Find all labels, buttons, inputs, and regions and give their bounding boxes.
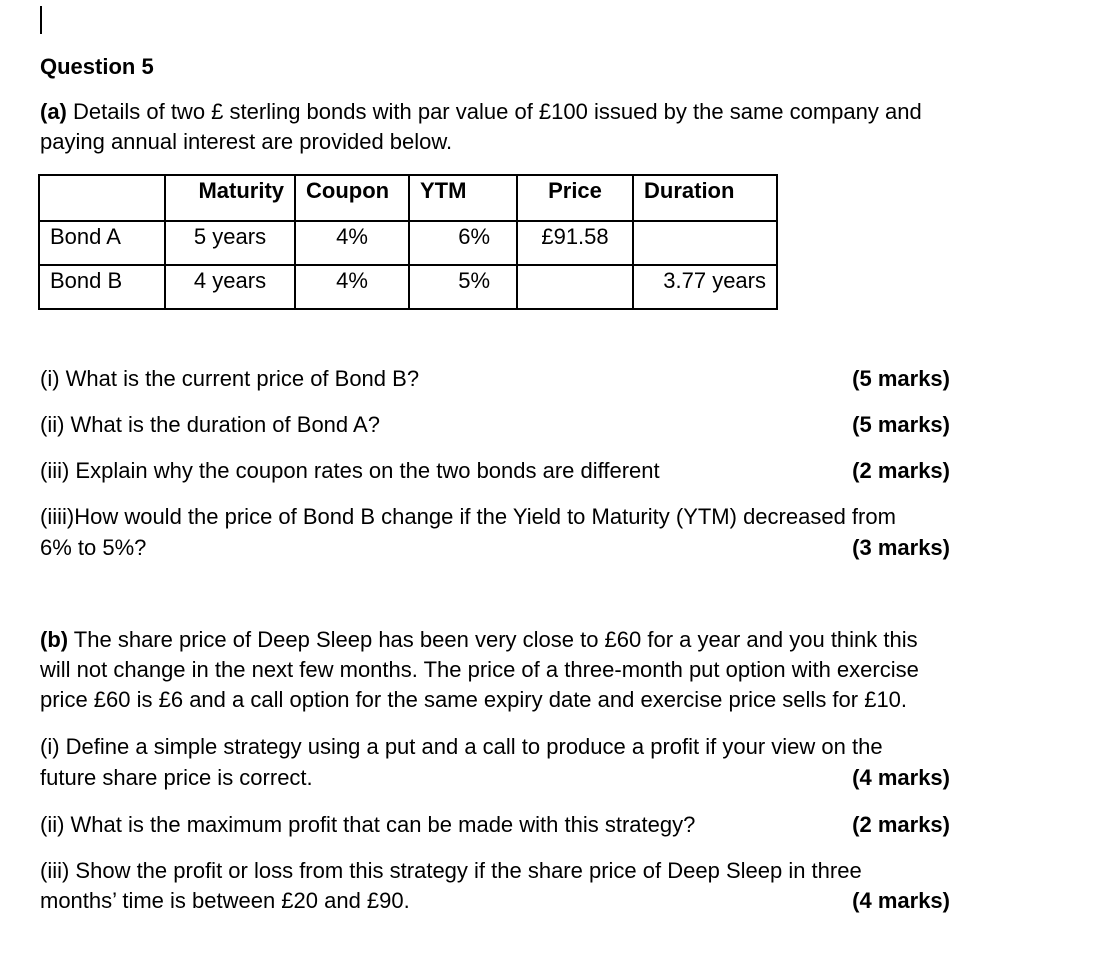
marks-a-iiii: (3 marks) <box>852 535 950 560</box>
question-title: Question 5 <box>40 54 154 79</box>
question-a-iiii-line2: 6% to 5%? <box>40 535 147 560</box>
part-a-intro-line1 <box>40 97 922 127</box>
header-ytm: YTM <box>409 175 517 221</box>
marks-a-ii: (5 marks) <box>852 412 950 437</box>
maturity-cell: 4 years <box>165 265 295 309</box>
question-b-iii-line2: months’ time is between £20 and £90. <box>40 888 410 913</box>
bond-name-cell: Bond B <box>39 265 165 309</box>
price-cell <box>517 265 633 309</box>
ytm-cell: 6% <box>409 221 517 265</box>
marks-b-ii: (2 marks) <box>852 812 950 837</box>
question-b-iii-line1: (iii) Show the profit or loss from this strategy if the share price of Deep Sleep in three <box>40 858 862 883</box>
question-b-i-line2: future share price is correct. <box>40 765 313 790</box>
header-coupon: Coupon <box>295 175 409 221</box>
marks-a-i: (5 marks) <box>852 366 950 391</box>
text-cursor <box>40 6 42 34</box>
part-b-intro-line2: will not change in the next few months. The price of a three-month put option with exercise <box>40 657 919 682</box>
table-row <box>39 265 777 309</box>
header-duration: Duration <box>633 175 777 221</box>
bond-table <box>38 174 778 310</box>
marks-b-iii: (4 marks) <box>852 888 950 913</box>
part-a-intro-line2: paying annual interest are provided below. <box>40 129 453 154</box>
question-a-iiii-line1: (iiii)How would the price of Bond B change if the Yield to Maturity (YTM) decreased from <box>40 504 896 529</box>
part-b-label: (b) <box>40 627 69 652</box>
bond-name-cell: Bond A <box>39 221 165 265</box>
duration-cell: 3.77 years <box>633 265 777 309</box>
duration-cell <box>633 221 777 265</box>
part-a-label: (a) <box>40 99 67 124</box>
part-b-intro-text: The share price of Deep Sleep has been very close to £60 for a year and you think this <box>68 627 918 652</box>
question-b-i-line1: (i) Define a simple strategy using a put and a call to produce a profit if your view on the <box>40 734 883 759</box>
header-cell-empty <box>39 175 165 221</box>
coupon-cell: 4% <box>295 221 409 265</box>
marks-b-i: (4 marks) <box>852 765 950 790</box>
price-cell: £91.58 <box>517 221 633 265</box>
table-header-row <box>39 175 777 221</box>
question-a-ii: (ii) What is the duration of Bond A? <box>40 412 380 437</box>
marks-a-iii: (2 marks) <box>852 458 950 483</box>
header-price: Price <box>517 175 633 221</box>
ytm-cell: 5% <box>409 265 517 309</box>
maturity-cell: 5 years <box>165 221 295 265</box>
part-a-intro-text: Details of two £ sterling bonds with par value of £100 issued by the same company and <box>66 99 922 124</box>
part-b-intro-line1 <box>40 625 918 655</box>
header-maturity: Maturity <box>165 175 295 221</box>
part-b-intro-line3: price £60 is £6 and a call option for the same expiry date and exercise price sells for £10. <box>40 687 908 712</box>
table-row <box>39 221 777 265</box>
coupon-cell: 4% <box>295 265 409 309</box>
question-b-ii: (ii) What is the maximum profit that can be made with this strategy? <box>40 812 696 837</box>
question-a-i: (i) What is the current price of Bond B? <box>40 366 420 391</box>
question-a-iii: (iii) Explain why the coupon rates on the two bonds are different <box>40 458 660 483</box>
